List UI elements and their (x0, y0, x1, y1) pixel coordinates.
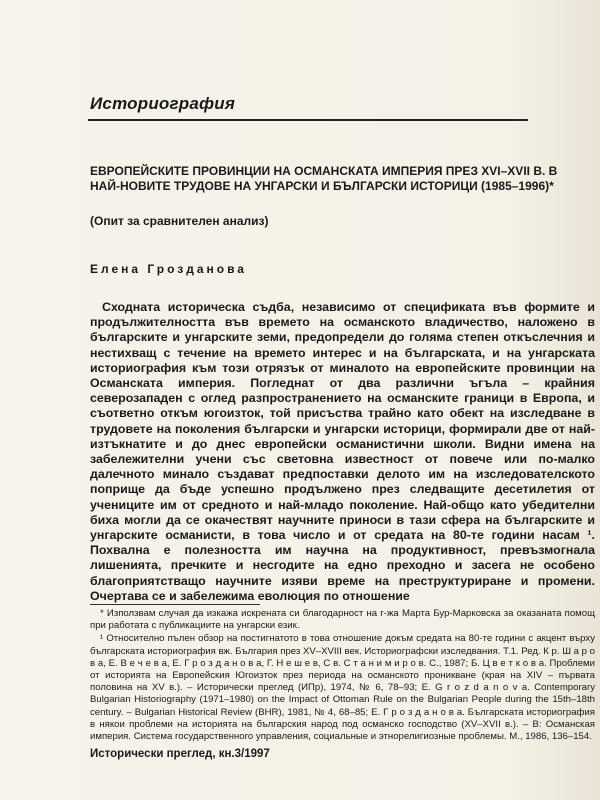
journal-footer: Исторически преглед, кн.3/1997 (90, 748, 270, 760)
author-name: Елена Грозданова (90, 262, 247, 276)
footnotes (90, 608, 595, 744)
body-text (90, 300, 595, 604)
footnote-star: * Използвам случая да изкажа искрената си благодарност на г-жа Марта Бур-Марковска за оказаната помощ при работата с публикациите на унгарски език. (90, 608, 595, 632)
footnote-one: ¹ Относително пълен обзор на постигнатото в това отношение докъм средата на 80-те години с акцент върху българската историография вж. България през XV–XVIII век. Историографски изследвания. Т.1. Ред. К р. Ш а р о в а, Е. В е ч е в а, Е. Г р о з д а н о в а, Г. Н е ш е в, С в. С т а н и м и р о в. С., 1987; Б. Ц в е т к о в а. Проблеми от историята на Европейския Югоизток през периода на османското проникване (края на XIV – първата половина на XV в.). – Исторически преглед (ИПр), 1974, № 6, 78–93; E. G r o z d a n o v a. Contemporary Bulgarian Historiography (1971–1980) on the Impact of Ottoman Rule on the Bulgarian People during the 15th–18th century. – Bulgarian Historical Review (BHR), 1981, № 4, 68–85; Е. Г р о з д а н о в а. Българската историография в някои проблеми на историята на българския народ под османско господство (XV–XVII в.). – В: Османская империя. Система государственного управления, социальные и этнорелигиозные проблемы. М., 1986, 136–154. (90, 633, 595, 743)
footnote-divider (90, 604, 260, 605)
article-title: ЕВРОПЕЙСКИТЕ ПРОВИНЦИИ НА ОСМАНСКАТА ИМПЕРИЯ ПРЕЗ XVI–XVII В. В НАЙ-НОВИТЕ ТРУДОВЕ НА УНГАРСКИ И БЪЛГАРСКИ ИСТОРИЦИ (1985–1996)* (90, 164, 558, 193)
section-divider (88, 119, 528, 121)
section-heading: Историография (90, 94, 236, 113)
body-paragraph: Сходната историческа съдба, независимо от спецификата във формите и продължителността във времето на османското владичество, наложено в българските и унгарските земи, предопредели до голяма степен откъслечния и нестихващ с течение на времето интерес и на българската, и на унгарската историография към този отрязък от миналото на европейските провинции на Османската империя. Погледнат от два различни ъгъла – крайния северозападен с оглед разпространението на османските граници в Европа, и съответно откъм югоизток, той присъства трайно като обект на изследване в трудовете на поколения български и унгарски историци, формирали две от най-изтъкнатите и до днес европейски османистични школи. Видни имена на забележителни учени със световна известност от повече или по-малко далечното минало създават предпоставки делото им на изследователското поприще да бъде успешно продължено през следващите десетилетия от учениците им от средното и най-младо поколение. Най-общо като убедителни биха могли да се окачествят научните приноси в тази сфера на българските и унгарските османисти, в това число и от средата на 80-те години насам ¹. Похвална е полезността им научна на продуктивност, превъзмогнала лишенията, пречките и несгодите на едно преходно и засега не особено благоприятстващо научните изяви време на преструктуриране и промени. Очертава се и забележима еволюция по отношение (90, 300, 595, 603)
article-subtitle: (Опит за сравнителен анализ) (90, 214, 269, 228)
